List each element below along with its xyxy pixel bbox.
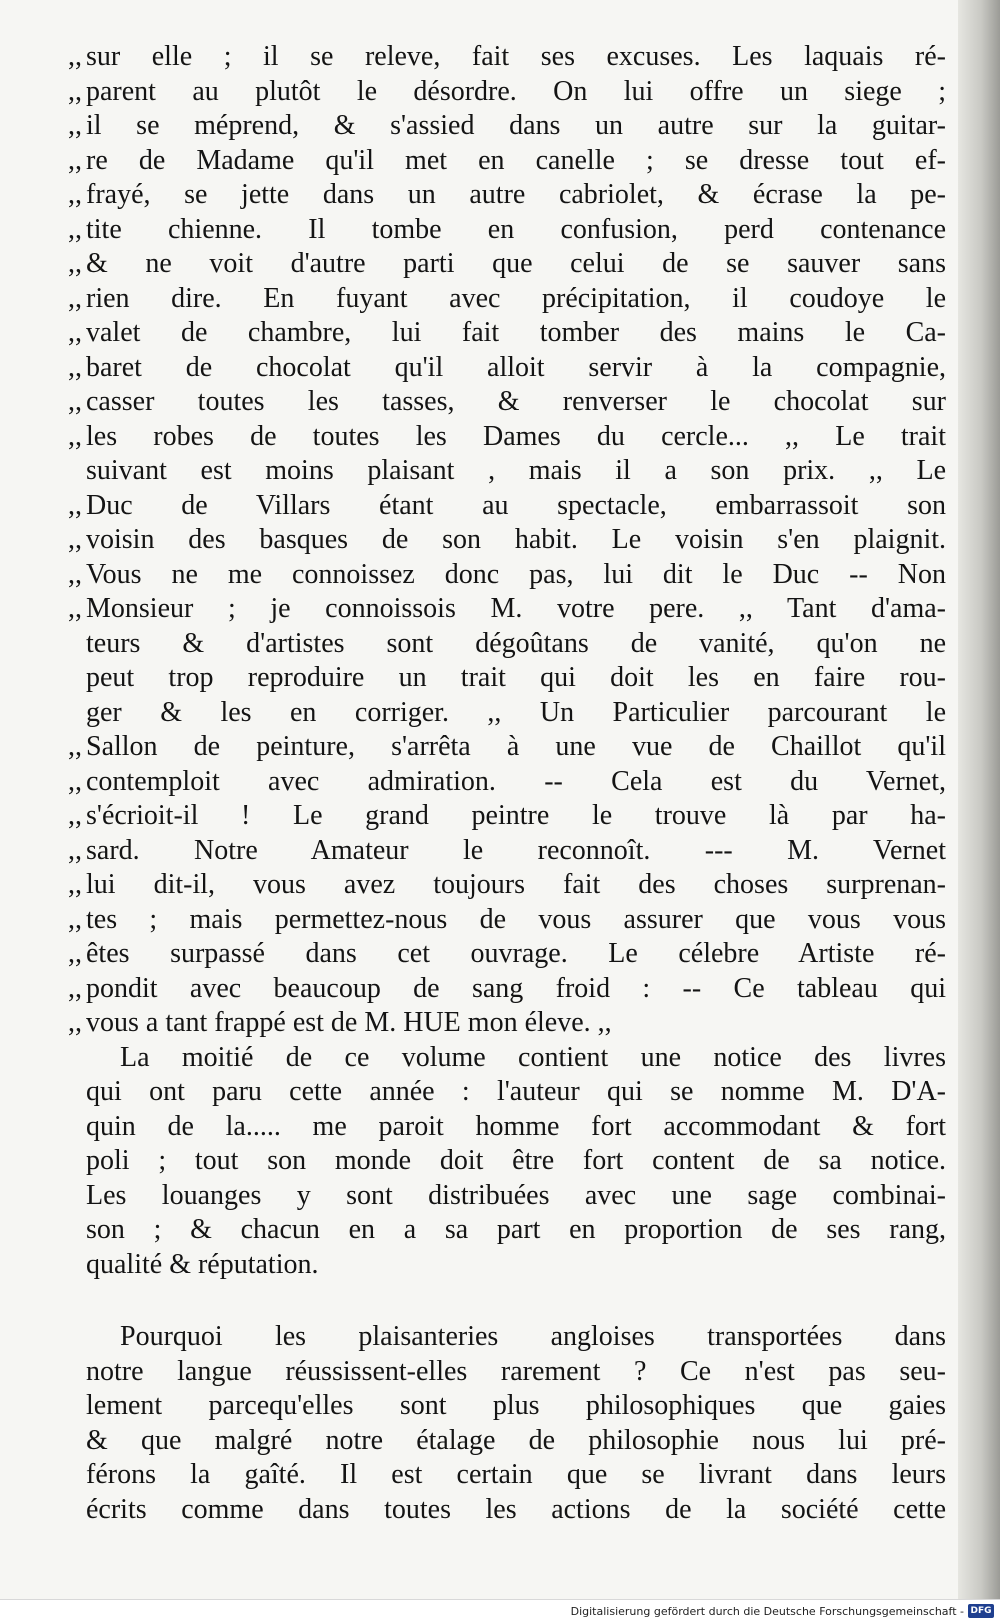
text-line [68, 799, 946, 834]
text-line [68, 420, 946, 455]
line-text: vous a tant frappé est de M. HUE mon éleve. ,, [86, 1007, 612, 1038]
quotation-marker: ,, [68, 869, 82, 900]
quotation-marker: ,, [68, 800, 82, 831]
text-line [68, 972, 946, 1007]
text-line [86, 696, 946, 731]
page-text-block [68, 40, 946, 1527]
quotation-marker: ,, [68, 593, 82, 624]
line-text: contemploit avec admiration. -- Cela est du Vernet, [86, 765, 946, 797]
line-text: qui ont paru cette année : l'auteur qui se nomme M. D'A- [86, 1076, 946, 1107]
text-line [86, 454, 946, 489]
line-text: Vous ne me connoissez donc pas, lui dit le Duc -- Non [86, 558, 946, 590]
text-line [68, 592, 946, 627]
text-line [68, 144, 946, 179]
paragraph-gap [86, 1282, 946, 1320]
quotation-marker: ,, [68, 110, 82, 141]
line-text: La moitié de ce volume contient une notice des livres [120, 1041, 946, 1073]
line-text: écrits comme dans toutes les actions de la société cette [86, 1493, 946, 1525]
line-text: suivant est moins plaisant , mais il a son prix. ,, Le [86, 455, 946, 486]
text-line [68, 109, 946, 144]
line-text: rien dire. En fuyant avec précipitation, il coudoye le [86, 282, 946, 314]
text-line [68, 1006, 946, 1041]
text-line [68, 178, 946, 213]
line-text: tite chienne. Il tombe en confusion, perd contenance [86, 213, 946, 245]
line-text: êtes surpassé dans cet ouvrage. Le célebre Artiste ré- [86, 938, 946, 969]
quotation-marker: ,, [68, 248, 82, 279]
text-line [86, 1110, 946, 1145]
quotation-marker: ,, [68, 386, 82, 417]
quotation-marker: ,, [68, 144, 82, 176]
line-text: frayé, se jette dans un autre cabriolet, & écrase la pe- [86, 179, 946, 210]
text-line [68, 40, 946, 75]
line-text: baret de chocolat qu'il alloit servir à la compagnie, [86, 351, 946, 383]
text-line [68, 489, 946, 524]
text-line [86, 1355, 946, 1390]
line-text: lement parcequ'elles sont plus philosophiques que gaies [86, 1390, 946, 1421]
quotation-marker: ,, [68, 351, 82, 383]
text-line [86, 1213, 946, 1248]
line-text: peut trop reproduire un trait qui doit les en faire rou- [86, 662, 946, 693]
page-edge-shadow [958, 0, 1000, 1600]
line-text: quin de la..... me paroit homme fort accommodant & fort [86, 1110, 946, 1142]
line-text: Sallon de peinture, s'arrêta à une vue de Chaillot qu'il [86, 731, 946, 762]
quotation-marker: ,, [68, 765, 82, 797]
quotation-marker: ,, [68, 41, 82, 72]
text-line [86, 1248, 946, 1283]
text-line [68, 213, 946, 248]
line-text: notre langue réussissent-elles rarement ? Ce n'est pas seu- [86, 1355, 946, 1387]
text-line [68, 903, 946, 938]
quotation-marker: ,, [68, 558, 82, 590]
quotation-marker: ,, [68, 75, 82, 107]
quotation-marker: ,, [68, 179, 82, 210]
line-text: poli ; tout son monde doit être fort content de sa notice. [86, 1145, 946, 1176]
dfg-logo: DFG [968, 1604, 994, 1618]
line-text: s'écrioit-il ! Le grand peintre le trouve là par ha- [86, 800, 946, 831]
line-text: re de Madame qu'il met en canelle ; se dresse tout ef- [86, 144, 946, 176]
text-line [86, 661, 946, 696]
line-text: son ; & chacun en a sa part en proportion de ses rang, [86, 1214, 946, 1245]
line-text: Les louanges y sont distribuées avec une sage combinai- [86, 1179, 946, 1211]
text-line [86, 1320, 946, 1355]
footer-credit-text: Digitalisierung gefördert durch die Deutsche Forschungsgemeinschaft - [570, 1605, 964, 1618]
line-text: & que malgré notre étalage de philosophie nous lui pré- [86, 1424, 946, 1456]
text-line [86, 1041, 946, 1076]
digitization-footer [0, 1599, 1000, 1624]
quotation-marker: ,, [68, 972, 82, 1004]
text-line [86, 1075, 946, 1110]
text-line [86, 1389, 946, 1424]
text-line [86, 1493, 946, 1528]
text-line [86, 1424, 946, 1459]
text-line [68, 868, 946, 903]
quotation-marker: ,, [68, 938, 82, 969]
line-text: férons la gaîté. Il est certain que se livrant dans leurs [86, 1459, 946, 1490]
text-line [68, 730, 946, 765]
quotation-marker: ,, [68, 282, 82, 314]
line-text: & ne voit d'autre parti que celui de se sauver sans [86, 248, 946, 279]
quotation-marker: ,, [68, 489, 82, 521]
quotation-marker: ,, [68, 1007, 82, 1038]
line-text: casser toutes les tasses, & renverser le chocolat sur [86, 386, 946, 417]
text-line [68, 523, 946, 558]
text-line [86, 1144, 946, 1179]
quotation-marker: ,, [68, 834, 82, 866]
line-text: les robes de toutes les Dames du cercle... ,, Le trait [86, 420, 946, 452]
text-line [68, 765, 946, 800]
text-line [68, 75, 946, 110]
line-text: teurs & d'artistes sont dégoûtans de vanité, qu'on ne [86, 627, 946, 659]
text-line [86, 1179, 946, 1214]
line-text: sard. Notre Amateur le reconnoît. --- M. Vernet [86, 834, 946, 866]
quotation-marker: ,, [68, 317, 82, 348]
line-text: qualité & réputation. [86, 1248, 319, 1280]
quotation-marker: ,, [68, 731, 82, 762]
line-text: tes ; mais permettez-nous de vous assurer que vous vous [86, 903, 946, 935]
quotation-marker: ,, [68, 213, 82, 245]
text-line [68, 558, 946, 593]
line-text: Monsieur ; je connoissois M. votre pere. ,, Tant d'ama- [86, 593, 946, 624]
text-line [68, 316, 946, 351]
line-text: lui dit-il, vous avez toujours fait des choses surprenan- [86, 869, 946, 900]
quotation-marker: ,, [68, 524, 82, 555]
line-text: valet de chambre, lui fait tomber des mains le Ca- [86, 317, 946, 348]
line-text: ger & les en corriger. ,, Un Particulier parcourant le [86, 696, 946, 728]
line-text: il se méprend, & s'assied dans un autre sur la guitar- [86, 110, 946, 141]
line-text: pondit avec beaucoup de sang froid : -- Ce tableau qui [86, 972, 946, 1004]
text-line [68, 351, 946, 386]
text-line [68, 937, 946, 972]
text-line [68, 385, 946, 420]
line-text: voisin des basques de son habit. Le voisin s'en plaignit. [86, 524, 946, 555]
line-text: Pourquoi les plaisanteries angloises transportées dans [120, 1321, 946, 1352]
line-text: parent au plutôt le désordre. On lui offre un siege ; [86, 75, 946, 107]
line-text: sur elle ; il se releve, fait ses excuses. Les laquais ré- [86, 41, 946, 72]
text-line [68, 834, 946, 869]
quotation-marker: ,, [68, 420, 82, 452]
text-line [86, 1458, 946, 1493]
text-line [68, 282, 946, 317]
text-line [86, 627, 946, 662]
line-text: Duc de Villars étant au spectacle, embarrassoit son [86, 489, 946, 521]
text-line [68, 247, 946, 282]
quotation-marker: ,, [68, 903, 82, 935]
